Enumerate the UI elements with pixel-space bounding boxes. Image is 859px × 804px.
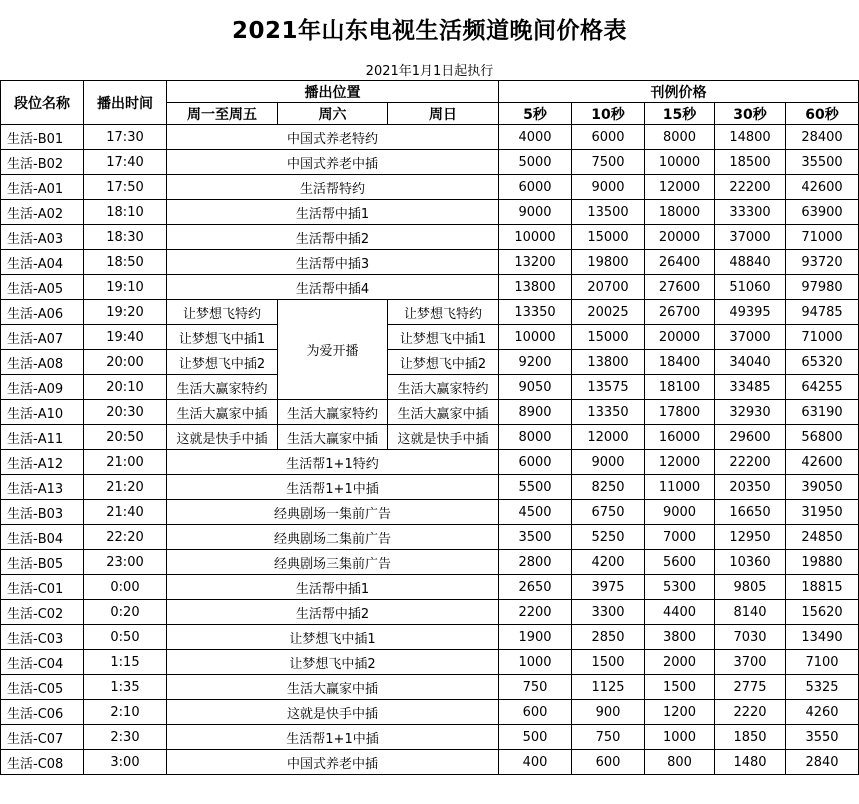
slot-code: 生活-C03 — [1, 625, 84, 650]
program-sunday: 让梦想飞中插2 — [388, 350, 499, 375]
slot-code: 生活-A06 — [1, 300, 84, 325]
program-weekday: 生活大赢家中插 — [167, 400, 278, 425]
price-15s: 26700 — [645, 300, 715, 325]
slot-code: 生活-B02 — [1, 150, 84, 175]
price-30s: 51060 — [715, 275, 786, 300]
program-sunday: 生活大赢家特约 — [388, 375, 499, 400]
price-15s: 27600 — [645, 275, 715, 300]
slot-code: 生活-C07 — [1, 725, 84, 750]
price-10s: 20025 — [572, 300, 645, 325]
price-60s: 71000 — [786, 325, 859, 350]
price-15s: 11000 — [645, 475, 715, 500]
price-30s: 2220 — [715, 700, 786, 725]
air-time: 19:20 — [84, 300, 167, 325]
table-row — [1, 200, 859, 225]
table-row — [1, 550, 859, 575]
table-row — [1, 725, 859, 750]
price-60s: 65320 — [786, 350, 859, 375]
price-5s: 6000 — [499, 175, 572, 200]
table-row — [1, 750, 859, 775]
price-60s: 2840 — [786, 750, 859, 775]
price-60s: 15620 — [786, 600, 859, 625]
price-table — [0, 80, 859, 775]
price-10s: 9000 — [572, 175, 645, 200]
price-5s: 6000 — [499, 450, 572, 475]
price-10s: 13500 — [572, 200, 645, 225]
slot-code: 生活-B04 — [1, 525, 84, 550]
slot-code: 生活-C05 — [1, 675, 84, 700]
price-60s: 28400 — [786, 125, 859, 150]
program-weekday: 让梦想飞中插1 — [167, 325, 278, 350]
page-title: 2021年山东电视生活频道晚间价格表 — [231, 18, 627, 44]
slot-code: 生活-A12 — [1, 450, 84, 475]
table-row — [1, 475, 859, 500]
price-5s: 9200 — [499, 350, 572, 375]
program-all-days: 中国式养老中插 — [167, 750, 499, 775]
air-time: 17:40 — [84, 150, 167, 175]
slot-code: 生活-B03 — [1, 500, 84, 525]
price-30s: 34040 — [715, 350, 786, 375]
price-15s: 5300 — [645, 575, 715, 600]
price-5s: 3500 — [499, 525, 572, 550]
header-price: 刊例价格 — [499, 81, 859, 103]
price-60s: 64255 — [786, 375, 859, 400]
price-5s: 13350 — [499, 300, 572, 325]
program-all-days: 生活帮中插1 — [167, 200, 499, 225]
air-time: 20:00 — [84, 350, 167, 375]
price-30s: 3700 — [715, 650, 786, 675]
price-15s: 7000 — [645, 525, 715, 550]
price-15s: 9000 — [645, 500, 715, 525]
table-row — [1, 675, 859, 700]
price-60s: 3550 — [786, 725, 859, 750]
table-row — [1, 525, 859, 550]
price-15s: 1000 — [645, 725, 715, 750]
table-row — [1, 700, 859, 725]
price-60s: 39050 — [786, 475, 859, 500]
slot-code: 生活-C08 — [1, 750, 84, 775]
price-10s: 19800 — [572, 250, 645, 275]
slot-code: 生活-A07 — [1, 325, 84, 350]
price-10s: 13350 — [572, 400, 645, 425]
table-row — [1, 425, 859, 450]
price-30s: 14800 — [715, 125, 786, 150]
price-60s: 97980 — [786, 275, 859, 300]
price-30s: 2775 — [715, 675, 786, 700]
header-10s: 10秒 — [572, 103, 645, 125]
price-5s: 4000 — [499, 125, 572, 150]
program-sunday: 让梦想飞中插1 — [388, 325, 499, 350]
price-30s: 48840 — [715, 250, 786, 275]
program-all-days: 生活帮中插2 — [167, 225, 499, 250]
program-all-days: 生活帮中插2 — [167, 600, 499, 625]
price-15s: 4400 — [645, 600, 715, 625]
price-15s: 26400 — [645, 250, 715, 275]
air-time: 17:50 — [84, 175, 167, 200]
table-row — [1, 650, 859, 675]
price-15s: 20000 — [645, 325, 715, 350]
price-5s: 9050 — [499, 375, 572, 400]
price-10s: 1500 — [572, 650, 645, 675]
program-all-days: 经典剧场三集前广告 — [167, 550, 499, 575]
price-5s: 500 — [499, 725, 572, 750]
table-row — [1, 300, 859, 325]
price-10s: 900 — [572, 700, 645, 725]
slot-code: 生活-C06 — [1, 700, 84, 725]
air-time: 19:10 — [84, 275, 167, 300]
header-position: 播出位置 — [167, 81, 499, 103]
air-time: 23:00 — [84, 550, 167, 575]
program-all-days: 中国式养老中插 — [167, 150, 499, 175]
price-60s: 56800 — [786, 425, 859, 450]
price-30s: 18500 — [715, 150, 786, 175]
air-time: 18:30 — [84, 225, 167, 250]
price-10s: 6750 — [572, 500, 645, 525]
table-row — [1, 175, 859, 200]
program-weekday: 让梦想飞中插2 — [167, 350, 278, 375]
program-weekday: 生活大赢家特约 — [167, 375, 278, 400]
price-5s: 2650 — [499, 575, 572, 600]
price-60s: 71000 — [786, 225, 859, 250]
header-air-time: 播出时间 — [84, 81, 167, 125]
price-15s: 5600 — [645, 550, 715, 575]
price-15s: 12000 — [645, 450, 715, 475]
program-all-days: 生活帮1+1中插 — [167, 725, 499, 750]
slot-code: 生活-C01 — [1, 575, 84, 600]
price-10s: 3975 — [572, 575, 645, 600]
slot-code: 生活-A04 — [1, 250, 84, 275]
program-all-days: 生活帮中插4 — [167, 275, 499, 300]
price-30s: 22200 — [715, 450, 786, 475]
header-60s: 60秒 — [786, 103, 859, 125]
table-row — [1, 350, 859, 375]
air-time: 1:15 — [84, 650, 167, 675]
price-10s: 6000 — [572, 125, 645, 150]
price-10s: 13575 — [572, 375, 645, 400]
price-15s: 2000 — [645, 650, 715, 675]
air-time: 20:50 — [84, 425, 167, 450]
program-all-days: 让梦想飞中插2 — [167, 650, 499, 675]
air-time: 21:20 — [84, 475, 167, 500]
air-time: 0:00 — [84, 575, 167, 600]
price-10s: 8250 — [572, 475, 645, 500]
program-all-days: 生活大赢家中插 — [167, 675, 499, 700]
program-all-days: 生活帮特约 — [167, 175, 499, 200]
table-row — [1, 500, 859, 525]
air-time: 19:40 — [84, 325, 167, 350]
header-15s: 15秒 — [645, 103, 715, 125]
price-30s: 8140 — [715, 600, 786, 625]
air-time: 22:20 — [84, 525, 167, 550]
program-all-days: 生活帮1+1中插 — [167, 475, 499, 500]
slot-code: 生活-A02 — [1, 200, 84, 225]
price-10s: 3300 — [572, 600, 645, 625]
price-5s: 600 — [499, 700, 572, 725]
price-10s: 13800 — [572, 350, 645, 375]
table-row — [1, 275, 859, 300]
price-15s: 18100 — [645, 375, 715, 400]
table-row — [1, 325, 859, 350]
price-30s: 32930 — [715, 400, 786, 425]
price-15s: 8000 — [645, 125, 715, 150]
price-60s: 19880 — [786, 550, 859, 575]
price-10s: 5250 — [572, 525, 645, 550]
price-60s: 7100 — [786, 650, 859, 675]
price-30s: 16650 — [715, 500, 786, 525]
price-30s: 22200 — [715, 175, 786, 200]
air-time: 0:20 — [84, 600, 167, 625]
slot-code: 生活-A11 — [1, 425, 84, 450]
air-time: 3:00 — [84, 750, 167, 775]
price-5s: 8900 — [499, 400, 572, 425]
price-5s: 750 — [499, 675, 572, 700]
price-15s: 1500 — [645, 675, 715, 700]
program-all-days: 这就是快手中插 — [167, 700, 499, 725]
air-time: 2:30 — [84, 725, 167, 750]
program-all-days: 经典剧场一集前广告 — [167, 500, 499, 525]
program-saturday: 生活大赢家中插 — [278, 425, 388, 450]
header-weekdays: 周一至周五 — [167, 103, 278, 125]
price-60s: 42600 — [786, 175, 859, 200]
air-time: 1:35 — [84, 675, 167, 700]
slot-code: 生活-A13 — [1, 475, 84, 500]
air-time: 21:00 — [84, 450, 167, 475]
price-30s: 29600 — [715, 425, 786, 450]
price-60s: 93720 — [786, 250, 859, 275]
price-5s: 13800 — [499, 275, 572, 300]
table-row — [1, 150, 859, 175]
slot-code: 生活-A09 — [1, 375, 84, 400]
price-60s: 31950 — [786, 500, 859, 525]
program-all-days: 让梦想飞中插1 — [167, 625, 499, 650]
price-15s: 800 — [645, 750, 715, 775]
header-5s: 5秒 — [499, 103, 572, 125]
program-sunday: 生活大赢家中插 — [388, 400, 499, 425]
price-30s: 10360 — [715, 550, 786, 575]
price-60s: 94785 — [786, 300, 859, 325]
price-5s: 10000 — [499, 225, 572, 250]
price-60s: 24850 — [786, 525, 859, 550]
slot-code: 生活-A03 — [1, 225, 84, 250]
price-10s: 600 — [572, 750, 645, 775]
price-5s: 5500 — [499, 475, 572, 500]
table-row — [1, 600, 859, 625]
program-weekday: 让梦想飞特约 — [167, 300, 278, 325]
price-15s: 18400 — [645, 350, 715, 375]
program-sunday: 让梦想飞特约 — [388, 300, 499, 325]
price-60s: 42600 — [786, 450, 859, 475]
price-15s: 18000 — [645, 200, 715, 225]
slot-code: 生活-C02 — [1, 600, 84, 625]
air-time: 18:10 — [84, 200, 167, 225]
program-all-days: 生活帮中插1 — [167, 575, 499, 600]
price-5s: 13200 — [499, 250, 572, 275]
price-30s: 49395 — [715, 300, 786, 325]
header-row-1 — [1, 81, 859, 103]
price-30s: 7030 — [715, 625, 786, 650]
program-weekday: 这就是快手中插 — [167, 425, 278, 450]
program-saturday: 生活大赢家特约 — [278, 400, 388, 425]
program-all-days: 生活帮中插3 — [167, 250, 499, 275]
program-all-days: 中国式养老特约 — [167, 125, 499, 150]
price-10s: 7500 — [572, 150, 645, 175]
price-10s: 4200 — [572, 550, 645, 575]
air-time: 20:10 — [84, 375, 167, 400]
table-row — [1, 625, 859, 650]
air-time: 21:40 — [84, 500, 167, 525]
air-time: 17:30 — [84, 125, 167, 150]
price-10s: 20700 — [572, 275, 645, 300]
program-sunday: 这就是快手中插 — [388, 425, 499, 450]
price-15s: 10000 — [645, 150, 715, 175]
price-60s: 63900 — [786, 200, 859, 225]
price-30s: 33485 — [715, 375, 786, 400]
slot-code: 生活-B01 — [1, 125, 84, 150]
price-60s: 4260 — [786, 700, 859, 725]
price-10s: 750 — [572, 725, 645, 750]
table-row — [1, 125, 859, 150]
air-time: 20:30 — [84, 400, 167, 425]
price-5s: 2200 — [499, 600, 572, 625]
price-10s: 1125 — [572, 675, 645, 700]
price-60s: 35500 — [786, 150, 859, 175]
price-10s: 12000 — [572, 425, 645, 450]
price-5s: 5000 — [499, 150, 572, 175]
header-sunday: 周日 — [388, 103, 499, 125]
price-15s: 1200 — [645, 700, 715, 725]
price-15s: 16000 — [645, 425, 715, 450]
price-5s: 1000 — [499, 650, 572, 675]
header-30s: 30秒 — [715, 103, 786, 125]
price-15s: 17800 — [645, 400, 715, 425]
air-time: 18:50 — [84, 250, 167, 275]
price-15s: 12000 — [645, 175, 715, 200]
price-5s: 8000 — [499, 425, 572, 450]
price-60s: 18815 — [786, 575, 859, 600]
slot-code: 生活-A10 — [1, 400, 84, 425]
price-30s: 20350 — [715, 475, 786, 500]
price-10s: 15000 — [572, 225, 645, 250]
table-row — [1, 400, 859, 425]
price-30s: 33300 — [715, 200, 786, 225]
air-time: 2:10 — [84, 700, 167, 725]
price-30s: 9805 — [715, 575, 786, 600]
price-60s: 5325 — [786, 675, 859, 700]
air-time: 0:50 — [84, 625, 167, 650]
price-30s: 12950 — [715, 525, 786, 550]
price-5s: 9000 — [499, 200, 572, 225]
price-5s: 1900 — [499, 625, 572, 650]
slot-code: 生活-A01 — [1, 175, 84, 200]
table-row — [1, 225, 859, 250]
table-row — [1, 575, 859, 600]
price-30s: 1850 — [715, 725, 786, 750]
program-all-days: 经典剧场二集前广告 — [167, 525, 499, 550]
header-slot-name: 段位名称 — [1, 81, 84, 125]
price-60s: 13490 — [786, 625, 859, 650]
slot-code: 生活-B05 — [1, 550, 84, 575]
price-5s: 400 — [499, 750, 572, 775]
slot-code: 生活-A05 — [1, 275, 84, 300]
program-all-days: 生活帮1+1特约 — [167, 450, 499, 475]
price-15s: 20000 — [645, 225, 715, 250]
price-10s: 2850 — [572, 625, 645, 650]
price-60s: 63190 — [786, 400, 859, 425]
price-30s: 1480 — [715, 750, 786, 775]
program-saturday: 为爱开播 — [278, 300, 388, 400]
table-row — [1, 250, 859, 275]
price-15s: 3800 — [645, 625, 715, 650]
table-row — [1, 375, 859, 400]
slot-code: 生活-C04 — [1, 650, 84, 675]
price-5s: 2800 — [499, 550, 572, 575]
price-30s: 37000 — [715, 325, 786, 350]
price-5s: 10000 — [499, 325, 572, 350]
price-10s: 9000 — [572, 450, 645, 475]
price-10s: 15000 — [572, 325, 645, 350]
slot-code: 生活-A08 — [1, 350, 84, 375]
table-row — [1, 450, 859, 475]
price-5s: 4500 — [499, 500, 572, 525]
price-30s: 37000 — [715, 225, 786, 250]
header-saturday: 周六 — [278, 103, 388, 125]
effective-date: 2021年1月1日起执行 — [365, 64, 494, 79]
